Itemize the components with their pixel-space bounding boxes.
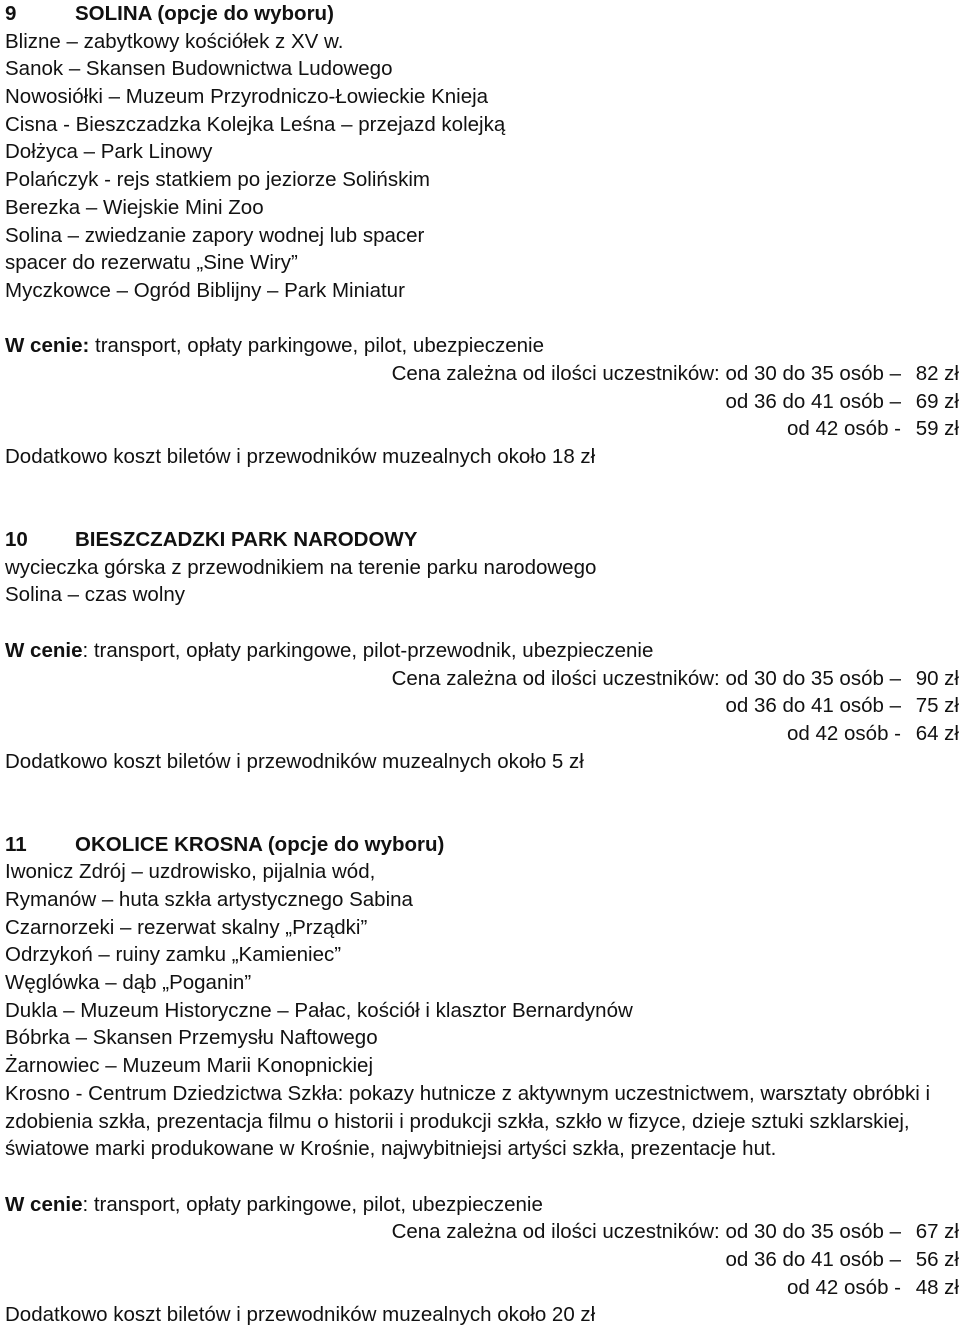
price-label: Cena zależna od ilości uczestników: od 30 do 35 osób – bbox=[391, 1220, 901, 1244]
section-heading bbox=[5, 526, 959, 554]
list-item: Berezka – Wiejskie Mini Zoo bbox=[5, 195, 264, 219]
included-label: W cenie bbox=[5, 638, 83, 662]
included-line bbox=[5, 1191, 959, 1219]
included-label: W cenie bbox=[5, 1192, 83, 1216]
list-item: Węglówka – dąb „Poganin” bbox=[5, 971, 252, 995]
section-number: 11 bbox=[5, 832, 27, 856]
list-item: wycieczka górska z przewodnikiem na terenie parku narodowego bbox=[5, 555, 597, 579]
price-label: od 42 osób - bbox=[787, 417, 901, 441]
price-row bbox=[5, 692, 959, 720]
price-row bbox=[5, 720, 959, 748]
list-item: Iwonicz Zdrój – uzdrowisko, pijalnia wód, bbox=[5, 860, 376, 884]
price-amount: 82 zł bbox=[915, 361, 959, 385]
price-amount: 64 zł bbox=[915, 721, 959, 745]
description-paragraph: Krosno - Centrum Dziedzictwa Szkła: pokazy hutnicze z aktywnym uczestnictwem, warsztaty obróbki i zdobienia szkła, prezentacja filmu o historii i produkcji szkła, szkło w fizyce, dzieje sztuki szklarskiej, światowe marki produkowane w Krośnie, najwybitniejsi artyści szkła, prezentacje hut. bbox=[5, 1081, 931, 1161]
price-label: Cena zależna od ilości uczestników: od 30 do 35 osób – bbox=[391, 666, 901, 690]
price-row bbox=[5, 388, 959, 416]
section-title: BIESZCZADZKI PARK NARODOWY bbox=[75, 528, 418, 552]
included-label: W cenie: bbox=[5, 334, 90, 358]
extra-cost: Dodatkowo koszt biletów i przewodników muzealnych około 20 zł bbox=[5, 1303, 596, 1327]
price-row bbox=[5, 665, 959, 693]
extra-cost: Dodatkowo koszt biletów i przewodników muzealnych około 18 zł bbox=[5, 445, 596, 468]
price-label: od 42 osób - bbox=[787, 1275, 901, 1299]
price-amount: 48 zł bbox=[915, 1275, 959, 1299]
list-item: Nowosiółki – Muzeum Przyrodniczo-Łowieckie Knieja bbox=[5, 85, 489, 109]
list-item: Solina – zwiedzanie zapory wodnej lub spacer bbox=[5, 223, 425, 247]
section-heading bbox=[5, 831, 959, 859]
document-page bbox=[5, 0, 959, 1329]
section-title: OKOLICE KROSNA (opcje do wyboru) bbox=[75, 832, 445, 856]
price-amount: 75 zł bbox=[915, 694, 959, 718]
price-amount: 56 zł bbox=[915, 1248, 959, 1272]
list-item: Polańczyk - rejs statkiem po jeziorze Solińskim bbox=[5, 168, 430, 192]
price-row bbox=[5, 1274, 959, 1302]
list-item: Myczkowce – Ogród Biblijny – Park Miniatur bbox=[5, 278, 405, 302]
section-title: SOLINA (opcje do wyboru) bbox=[75, 2, 334, 25]
list-item: Cisna - Bieszczadzka Kolejka Leśna – przejazd kolejką bbox=[5, 112, 506, 136]
section-number: 10 bbox=[5, 528, 28, 552]
list-item: Sanok – Skansen Budownictwa Ludowego bbox=[5, 57, 393, 81]
section-11 bbox=[5, 831, 959, 1329]
price-amount: 90 zł bbox=[915, 666, 959, 690]
extra-cost: Dodatkowo koszt biletów i przewodników muzealnych około 5 zł bbox=[5, 749, 584, 773]
price-label: od 36 do 41 osób – bbox=[725, 694, 901, 718]
price-amount: 67 zł bbox=[915, 1220, 959, 1244]
list-item: Czarnorzeki – rezerwat skalny „Prządki” bbox=[5, 915, 368, 939]
section-9 bbox=[5, 0, 959, 471]
included-text: : transport, opłaty parkingowe, pilot-przewodnik, ubezpieczenie bbox=[82, 638, 654, 662]
price-label: od 36 do 41 osób – bbox=[725, 389, 901, 413]
price-row bbox=[5, 1246, 959, 1274]
price-label: od 36 do 41 osób – bbox=[725, 1248, 901, 1272]
price-row bbox=[5, 1218, 959, 1246]
list-item: Dukla – Muzeum Historyczne – Pałac, kościół i klasztor Bernardynów bbox=[5, 998, 633, 1022]
list-item: Rymanów – huta szkła artystycznego Sabina bbox=[5, 888, 413, 912]
included-text: transport, opłaty parkingowe, pilot, ubezpieczenie bbox=[95, 334, 544, 358]
included-line bbox=[5, 332, 959, 360]
included-text: : transport, opłaty parkingowe, pilot, ubezpieczenie bbox=[82, 1192, 543, 1216]
price-label: Cena zależna od ilości uczestników: od 30 do 35 osób – bbox=[391, 361, 901, 385]
list-item: Dołżyca – Park Linowy bbox=[5, 140, 213, 164]
list-item: Żarnowiec – Muzeum Marii Konopnickiej bbox=[5, 1054, 374, 1078]
section-10 bbox=[5, 526, 959, 775]
price-row bbox=[5, 360, 959, 388]
list-item: spacer do rezerwatu „Sine Wiry” bbox=[5, 251, 298, 275]
list-item: Bóbrka – Skansen Przemysłu Naftowego bbox=[5, 1026, 378, 1050]
list-item: Odrzykoń – ruiny zamku „Kamieniec” bbox=[5, 943, 342, 967]
price-amount: 59 zł bbox=[915, 417, 959, 441]
section-number: 9 bbox=[5, 2, 17, 25]
included-line bbox=[5, 637, 959, 665]
list-item: Blizne – zabytkowy kościółek z XV w. bbox=[5, 29, 344, 53]
price-label: od 42 osób - bbox=[787, 721, 901, 745]
section-heading bbox=[5, 0, 959, 28]
price-amount: 69 zł bbox=[915, 389, 959, 413]
list-item: Solina – czas wolny bbox=[5, 583, 186, 607]
price-row bbox=[5, 415, 959, 443]
